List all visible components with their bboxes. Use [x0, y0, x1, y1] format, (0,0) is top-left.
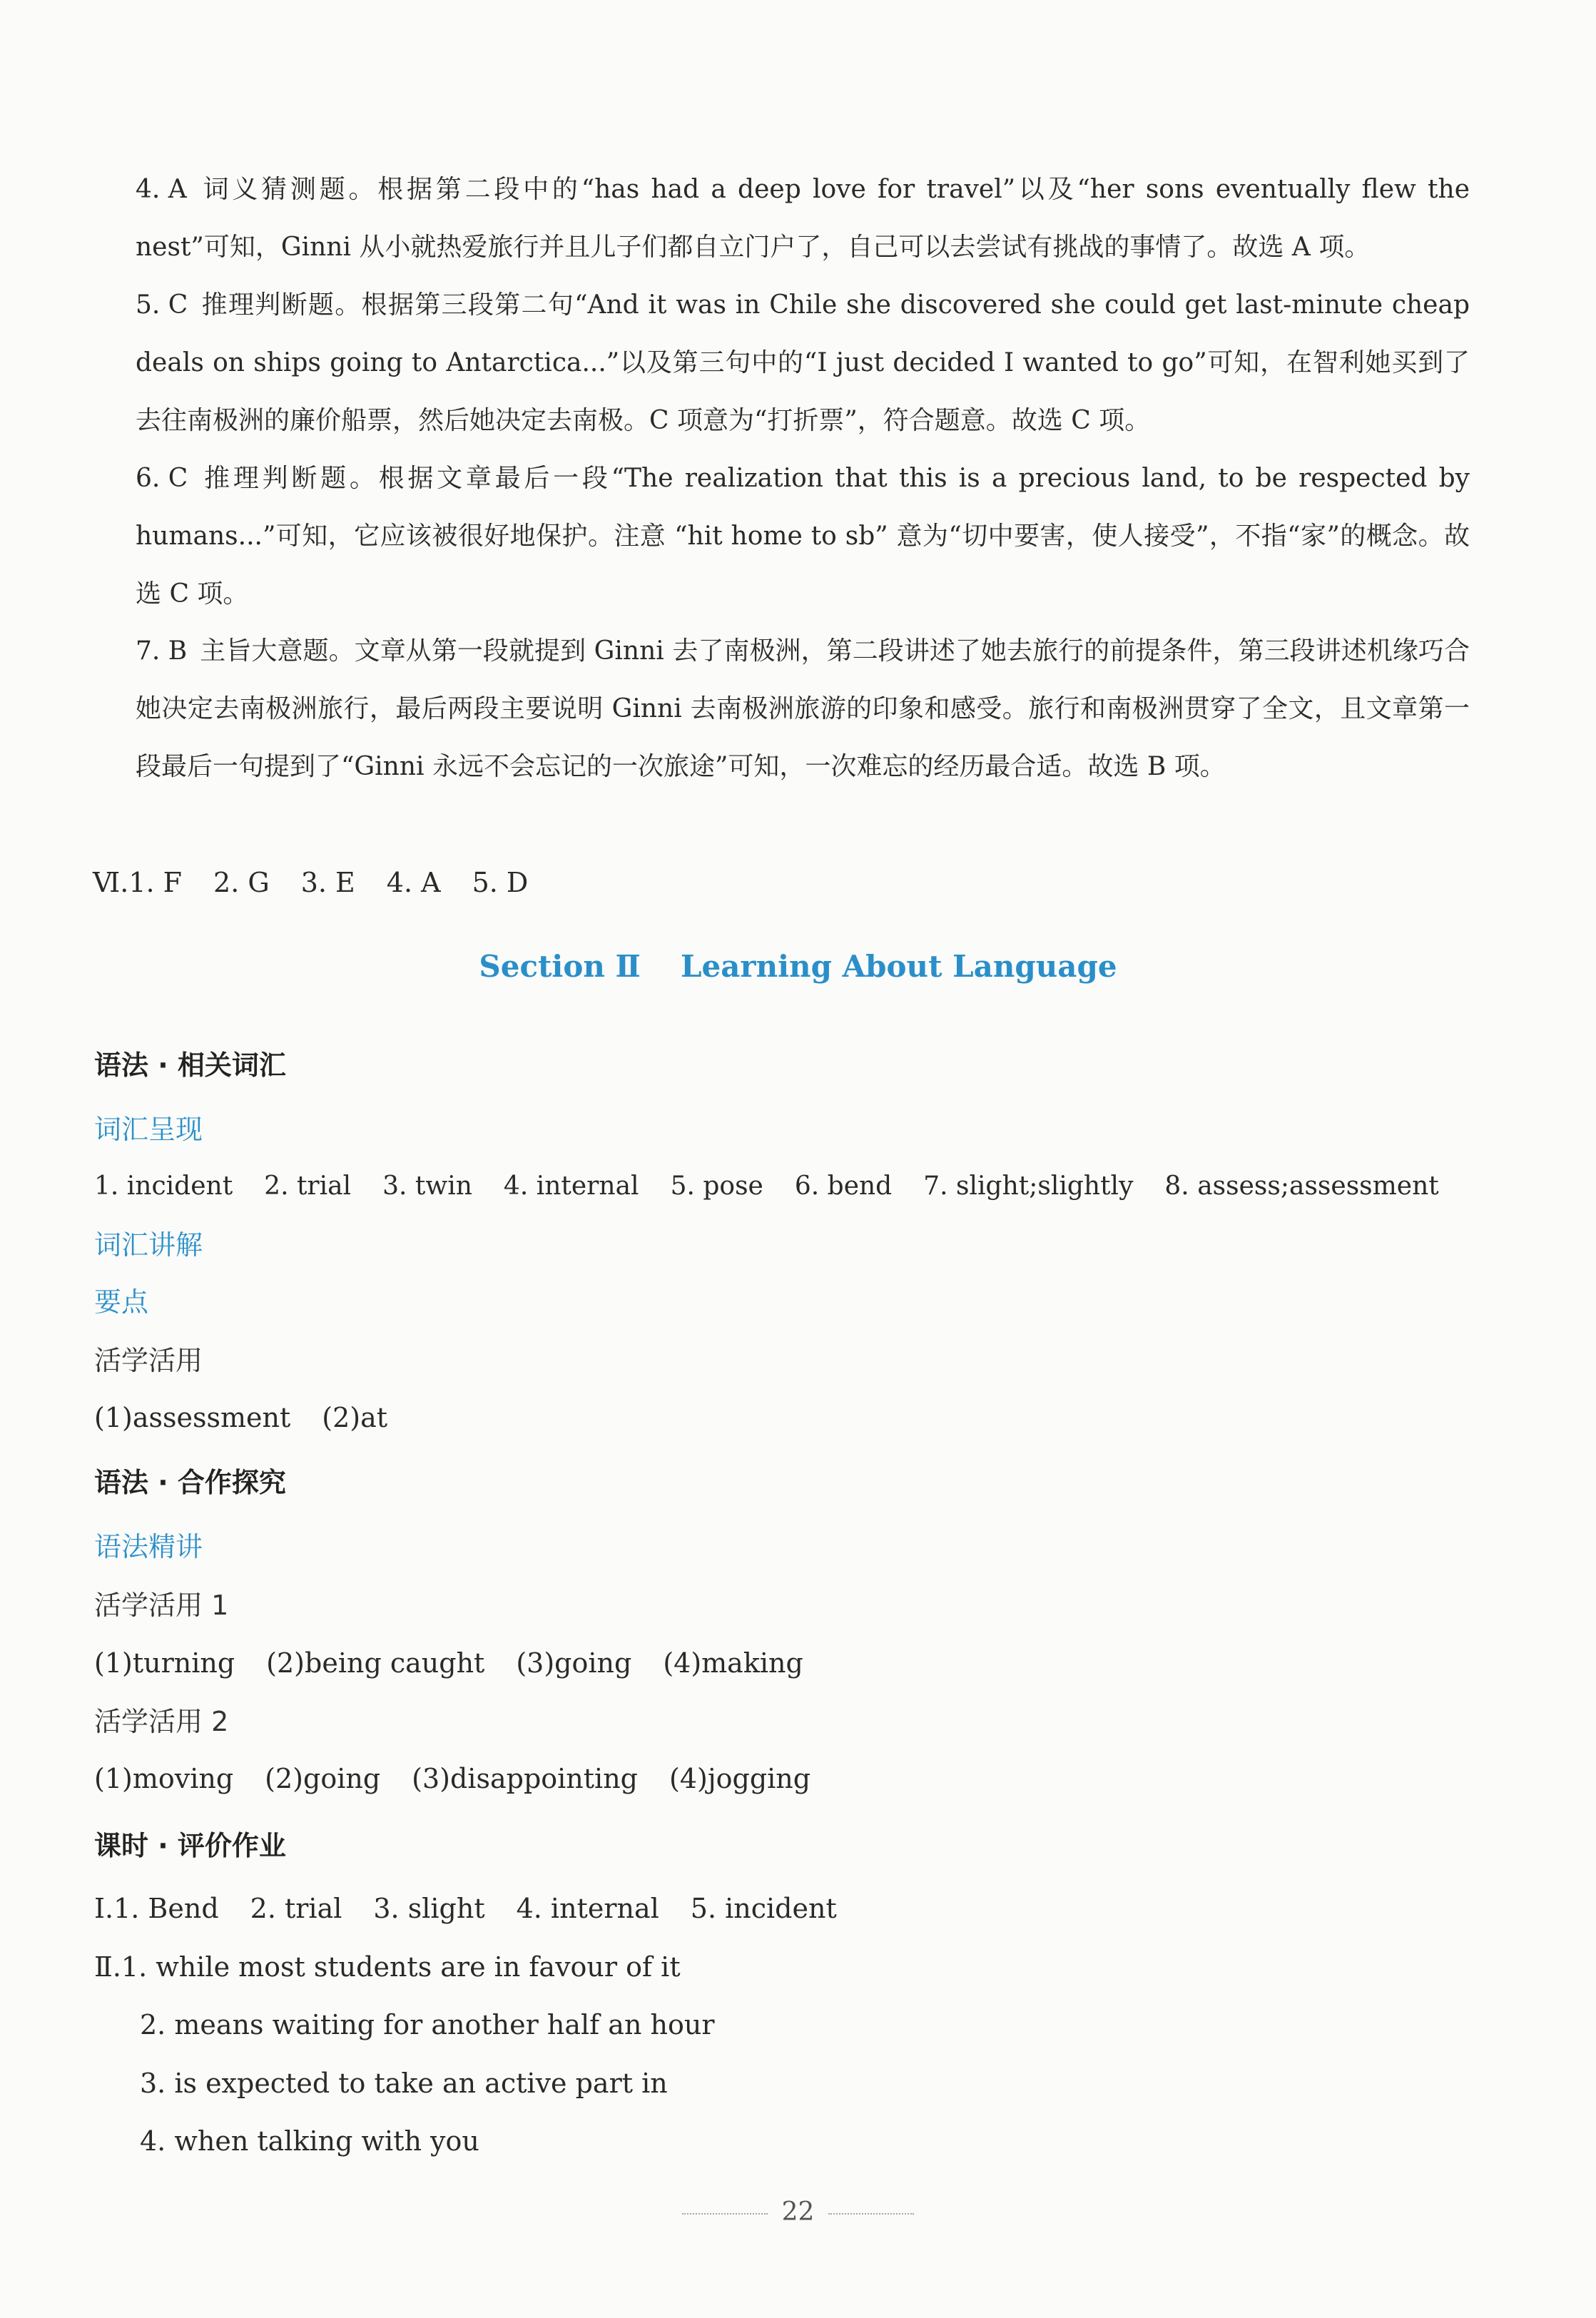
practice-item: (2)at — [322, 1402, 388, 1433]
vocab-item: 3. twin — [382, 1171, 472, 1201]
grammar-coop-heading: 语法 · 合作探究 — [94, 1467, 286, 1498]
part2-label: Ⅱ. — [94, 1951, 121, 1983]
vocab-present-list — [94, 1169, 1439, 1204]
answer-number: 6. C — [136, 464, 188, 493]
part1-item: 5. incident — [690, 1893, 837, 1924]
grammar-vocab-heading: 语法 · 相关词汇 — [94, 1049, 286, 1081]
practice-item: (3)disappointing — [412, 1763, 638, 1794]
practice-item: (2)being caught — [266, 1647, 485, 1679]
answer-number: 5. C — [136, 290, 188, 320]
part2-item: 4. when talking with you — [140, 2125, 479, 2157]
part1-item: 4. internal — [516, 1893, 659, 1924]
part6-item: 1. F — [128, 867, 183, 898]
answer-4 — [136, 161, 1470, 276]
page-number: 22 — [781, 2197, 815, 2227]
practice-item: (1)turning — [94, 1647, 235, 1679]
answer-6 — [136, 449, 1470, 623]
answer-number: 7. B — [136, 636, 188, 666]
part2-item: 2. means waiting for another half an hour — [140, 2009, 715, 2040]
section-name: Learning About Language — [680, 949, 1117, 984]
vocab-item: 5. pose — [670, 1171, 763, 1201]
part1-item: 1. Bend — [113, 1893, 219, 1924]
part2-item: 3. is expected to take an active part in — [140, 2068, 668, 2099]
part1-label: Ⅰ. — [94, 1893, 114, 1924]
practice-item: (3)going — [516, 1647, 632, 1679]
part6-item: 3. E — [300, 867, 355, 898]
practice2-label: 活学活用 2 — [94, 1706, 229, 1737]
divider — [682, 2213, 768, 2215]
practice-label: 活学活用 — [94, 1345, 203, 1376]
vocab-item: 4. internal — [503, 1171, 639, 1201]
section-title — [0, 949, 1596, 984]
practice-item: (2)going — [265, 1763, 381, 1794]
practice2-answers — [94, 1761, 810, 1796]
key-points-label: 要点 — [94, 1286, 149, 1318]
practice-item: (4)making — [663, 1647, 803, 1679]
grammar-explain-label: 语法精讲 — [94, 1531, 203, 1562]
homework-heading: 课时 · 评价作业 — [94, 1830, 286, 1861]
vocab-item: 8. assess;assessment — [1164, 1171, 1439, 1201]
part6-item: 2. G — [213, 867, 270, 898]
page-footer — [0, 2197, 1596, 2227]
part1-item: 3. slight — [373, 1893, 485, 1924]
answer-explanation: 主旨大意题。文章从第一段就提到 Ginni 去了南极洲，第二段讲述了她去旅行的前提条件，第三段讲述机缘巧合她决定去南极洲旅行，最后两段主要说明 Ginni 去南极洲旅游的印象和感受。旅行和南极洲贯穿了全文，且文章第一段最后一句提到了“Ginni 永远不会忘记的一次旅途”可知，一次难忘的经历最合适。故选 B 项。 — [136, 636, 1470, 781]
section-number: Section Ⅱ — [479, 949, 641, 984]
part6-answers — [93, 865, 559, 900]
part6-item: 4. A — [386, 867, 441, 898]
answer-explanation: 推理判断题。根据第三段第二句“And it was in Chile she discovered she could get last-minute cheap deals on ships going to Antarctica...”以及第三句中的“I just decided I wanted to go”可知，在智利她买到了去往南极洲的廉价船票，然后她决定去南极。C 项意为“打折票”，符合题意。故选 C 项。 — [136, 290, 1470, 435]
practice-item: (1)assessment — [94, 1402, 291, 1433]
vocab-item: 6. bend — [794, 1171, 893, 1201]
practice-item: (1)moving — [94, 1763, 234, 1794]
homework-part1 — [94, 1891, 837, 1926]
part2-item: 1. while most students are in favour of it — [121, 1951, 681, 1983]
vocab-item: 2. trial — [264, 1171, 352, 1201]
answer-5 — [136, 276, 1470, 449]
vocab-item: 7. slight;slightly — [923, 1171, 1134, 1201]
divider — [828, 2213, 914, 2215]
vocab-present-label: 词汇呈现 — [94, 1114, 203, 1145]
practice1-label: 活学活用 1 — [94, 1590, 229, 1621]
part6-label: Ⅵ. — [93, 867, 129, 898]
practice-item: (4)jogging — [669, 1763, 811, 1794]
answer-number: 4. A — [136, 175, 187, 204]
vocab-explain-label: 词汇讲解 — [94, 1229, 203, 1261]
answer-explanation: 推理判断题。根据文章最后一段“The realization that this is a precious land, to be respected by humans...”可知，它应该被很好地保护。注意 “hit home to sb” 意为“切中要害，使人接受”，不指“家”的概念。故选 C 项。 — [136, 464, 1470, 609]
vocab-item: 1. incident — [94, 1171, 233, 1201]
homework-part2-line1 — [94, 1949, 681, 1985]
part1-item: 2. trial — [250, 1893, 342, 1924]
practice-answers — [94, 1400, 387, 1435]
answer-7 — [136, 622, 1470, 795]
answer-explanation: 词义猜测题。根据第二段中的“has had a deep love for travel”以及“her sons eventually flew the nest”可知，Ginni 从小就热爱旅行并且儿子们都自立门户了，自己可以去尝试有挑战的事情了。故选 A 项。 — [136, 175, 1470, 262]
practice1-answers — [94, 1645, 803, 1681]
part6-item: 5. D — [472, 867, 529, 898]
